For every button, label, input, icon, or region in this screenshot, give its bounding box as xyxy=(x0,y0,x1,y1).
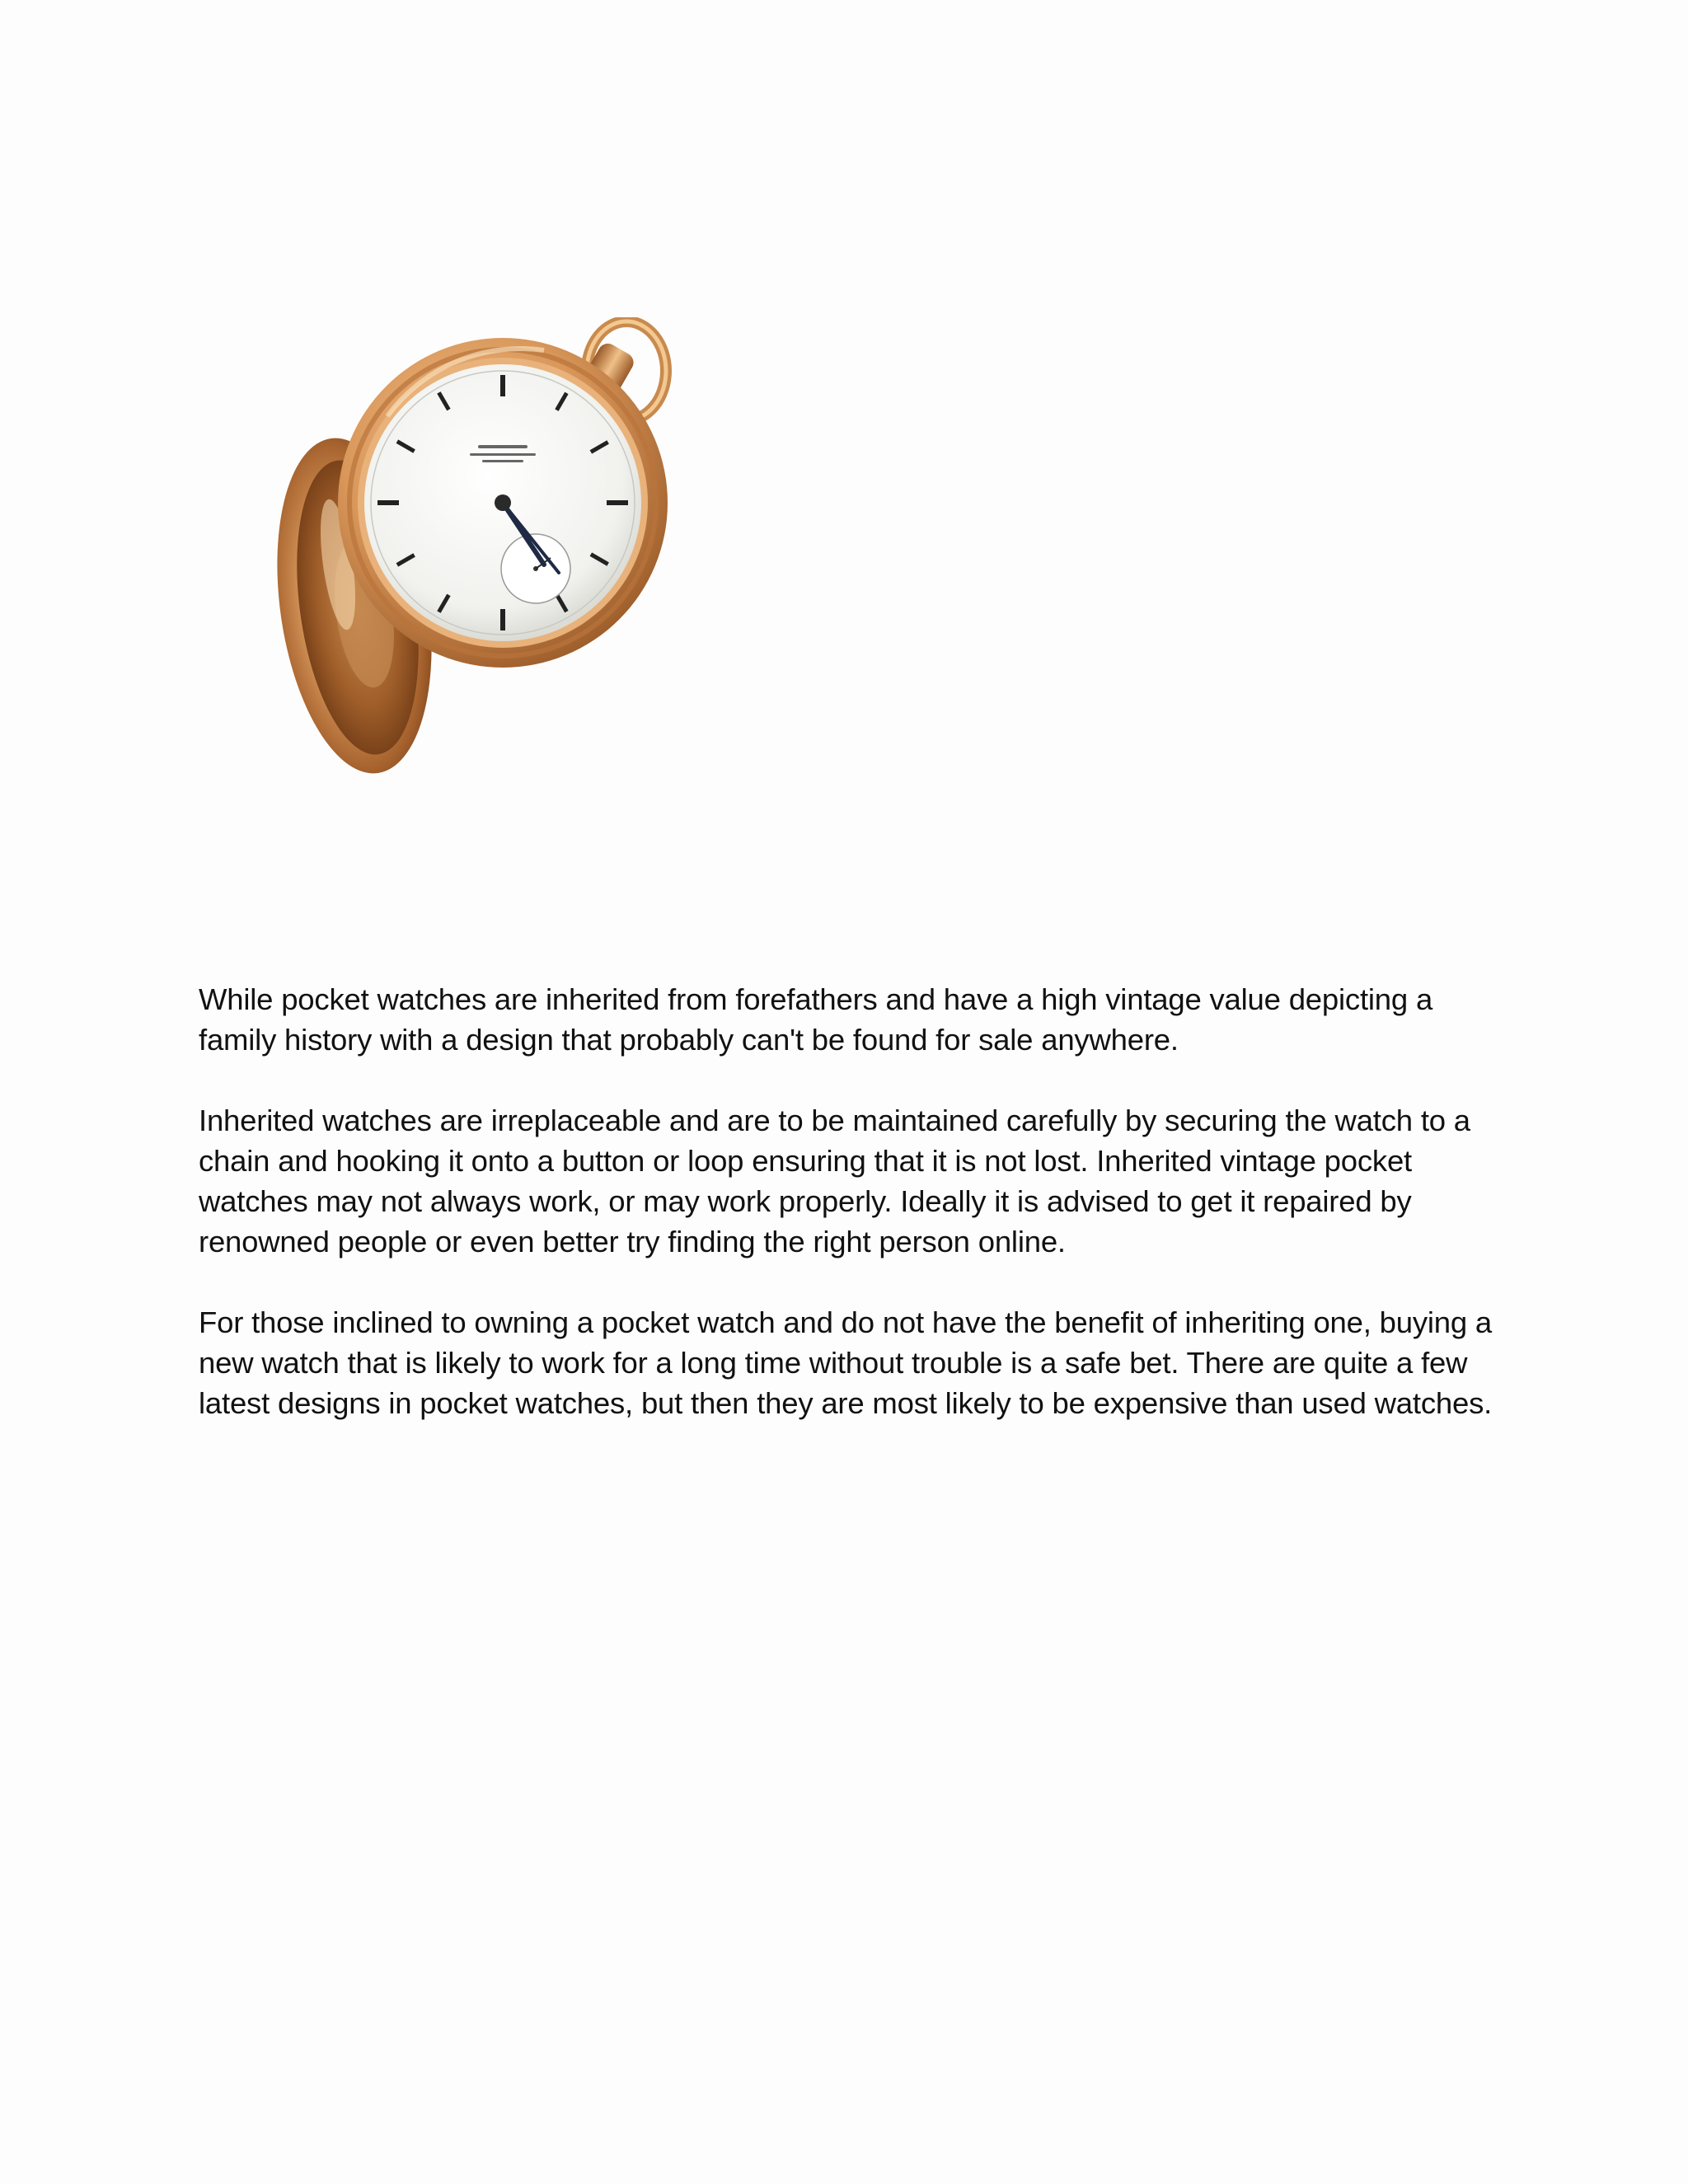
paragraph: For those inclined to owning a pocket watch and do not have the benefit of inheriting one, buying a new watch that is likely to work for a long time without trouble is a safe bet. There are quite a few latest designs in pocket watches, but then they are most likely to be expensive than used watches. xyxy=(199,1305,1493,1420)
pocket-watch-icon xyxy=(272,317,882,804)
pocket-watch-image xyxy=(272,317,882,804)
article-body xyxy=(199,979,1501,1464)
paragraph: While pocket watches are inherited from forefathers and have a high vintage value depicting a family history with a design that probably can't be found for sale anywhere. xyxy=(199,982,1433,1057)
paragraph: Inherited watches are irreplaceable and are to be maintained carefully by securing the watch to a chain and hooking it onto a button or loop ensuring that it is not lost. Inherited vintage pocket watches may not always work, or may work properly. Ideally it is advised to get it repaired by renowned people or even better try finding the right person online. xyxy=(199,1104,1470,1258)
